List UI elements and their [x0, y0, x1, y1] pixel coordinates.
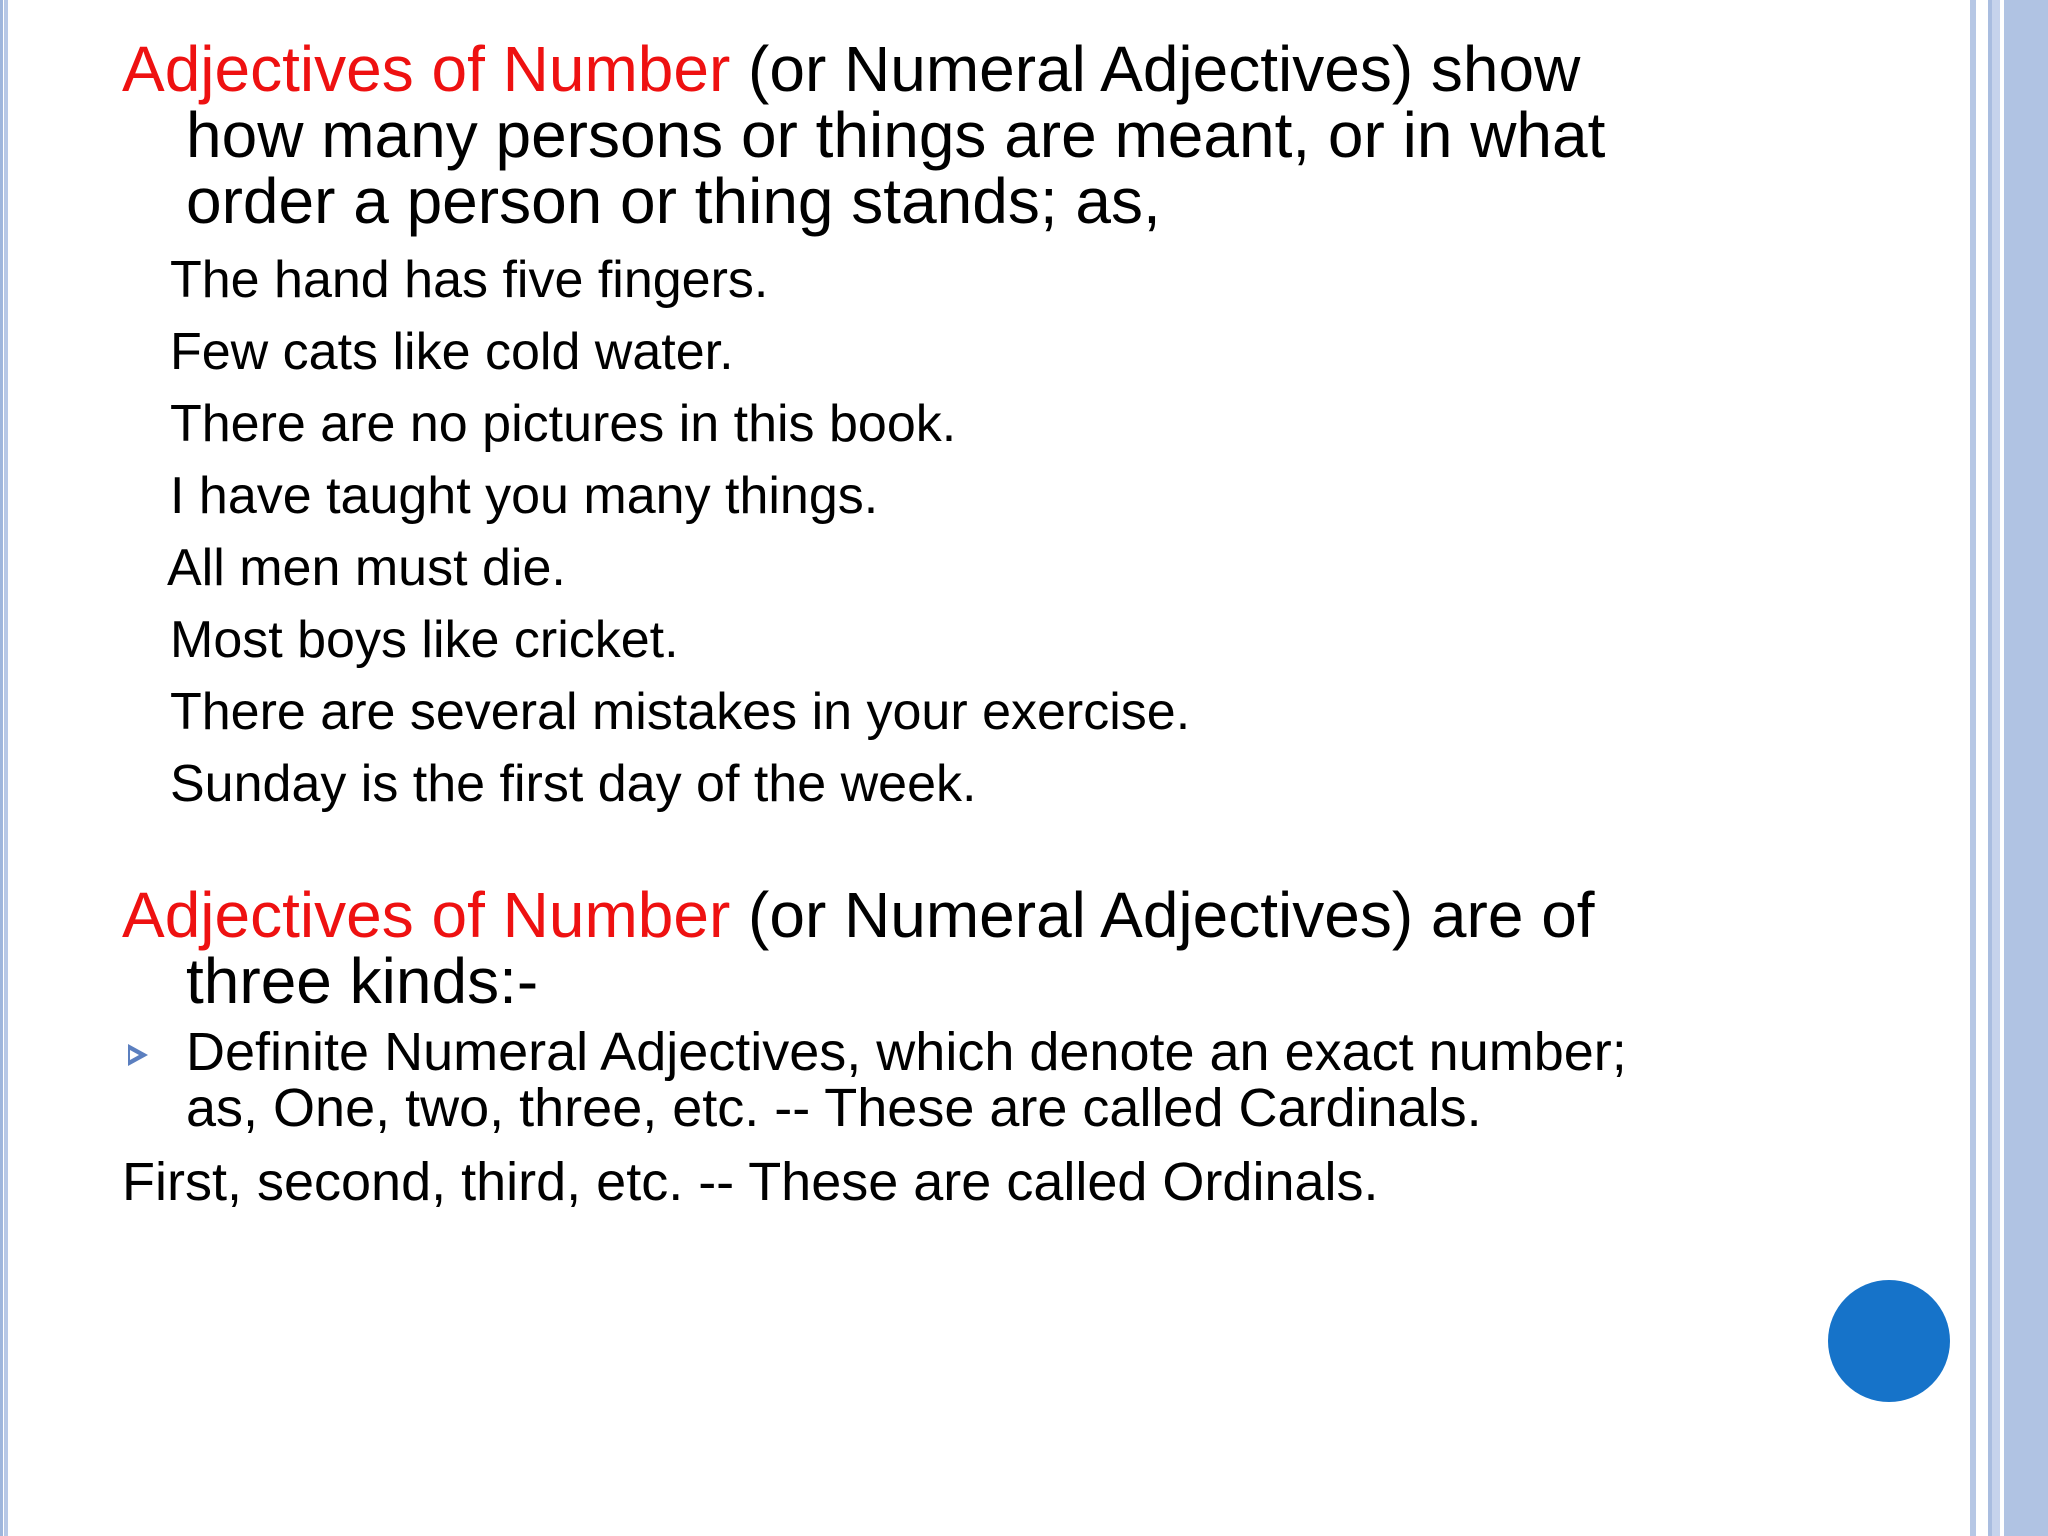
- kinds-paragraph: [122, 879, 1702, 1017]
- kinds-line-2: three kinds:-: [186, 945, 539, 1017]
- intro-highlight: Adjectives of Number: [122, 33, 731, 105]
- example-sentence: I have taught you many things.: [170, 467, 879, 525]
- example-list: [167, 244, 1702, 820]
- example-sentence: There are several mistakes in your exercise.: [170, 683, 1191, 741]
- kinds-rest: (or Numeral Adjectives) are of: [730, 879, 1595, 951]
- intro-rest: (or Numeral Adjectives) show: [730, 33, 1581, 105]
- kinds-highlight: Adjectives of Number: [122, 879, 731, 951]
- bullet-line-2: as, One, two, three, etc. -- These are called Cardinals.: [186, 1078, 1482, 1138]
- example-sentence: All men must die.: [167, 539, 566, 597]
- kinds-line-1: [122, 879, 1702, 951]
- slide-content: [122, 33, 1702, 1214]
- intro-paragraph: [122, 33, 1702, 237]
- intro-line-3: order a person or thing stands; as,: [186, 165, 1161, 237]
- example-sentence: Sunday is the first day of the week.: [170, 755, 977, 813]
- right-border-decoration: [1966, 0, 2048, 1536]
- bullet-definite-numeral: [122, 1024, 1702, 1136]
- example-sentence: There are no pictures in this book.: [170, 395, 957, 453]
- example-sentence: The hand has five fingers.: [170, 251, 769, 309]
- ordinals-line: First, second, third, etc. -- These are called Ordinals.: [122, 1152, 1379, 1212]
- intro-line-2: how many persons or things are meant, or in what: [186, 99, 1606, 171]
- bullet-line-1: Definite Numeral Adjectives, which denote an exact number;: [186, 1022, 1627, 1082]
- arrow-bullet-icon: [128, 1044, 148, 1066]
- left-border-decoration: [0, 0, 8, 1536]
- blue-circle-decoration: [1828, 1280, 1950, 1402]
- example-sentence: Few cats like cold water.: [170, 323, 734, 381]
- example-sentence: Most boys like cricket.: [170, 611, 679, 669]
- intro-line-1: [122, 33, 1702, 105]
